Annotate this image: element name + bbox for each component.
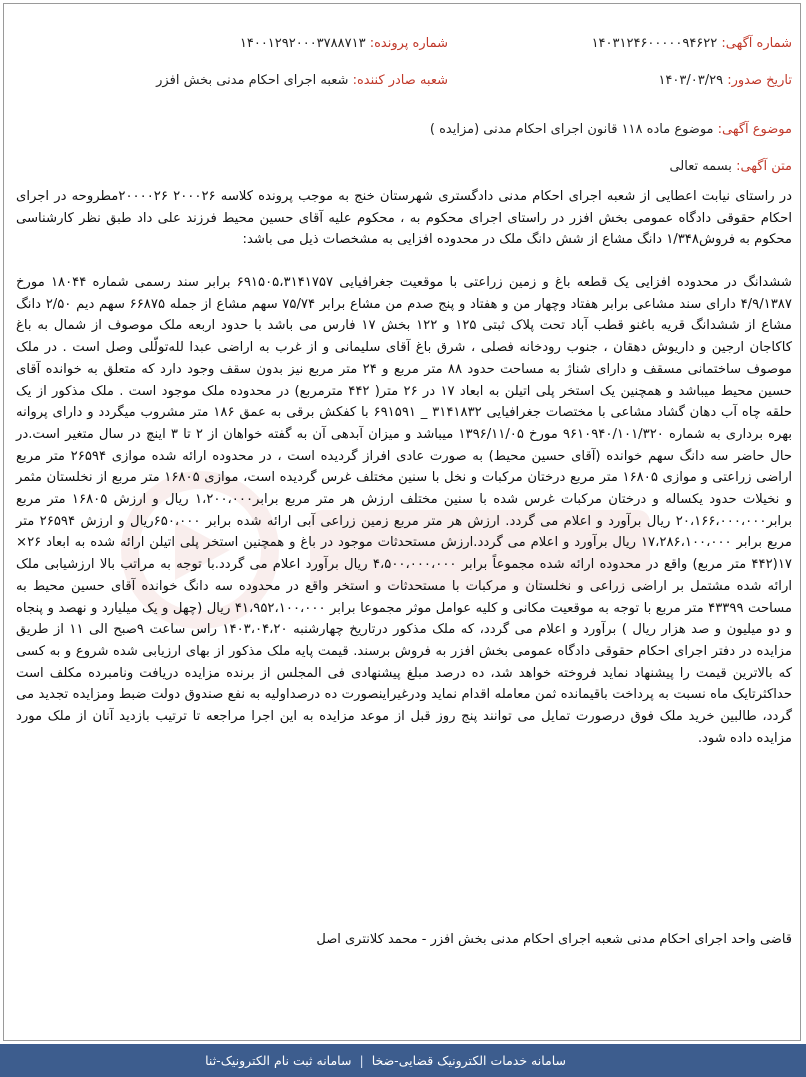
issue-date-value: ۱۴۰۳/۰۳/۲۹ [658, 73, 724, 88]
ad-text-heading [669, 159, 792, 174]
ad-text-value: بسمه تعالی [669, 159, 732, 174]
issue-date [658, 73, 792, 88]
ad-subject [430, 122, 792, 137]
footer-separator: | [359, 1053, 364, 1068]
ad-number-value: ۱۴۰۳۱۲۴۶۰۰۰۰۰۹۴۶۲۲ [591, 36, 718, 51]
ad-subject-label: موضوع آگهی: [717, 122, 792, 137]
paragraph-intro: در راستای نیابت اعطایی از شعبه اجرای احکام مدنی دادگستری شهرستان خنج به موجب پرونده کلاسه ۲۰۰۰۲۶ ۲۰۰۰۰۲۶مطروحه در اجرای احکام حقوقی دادگاه عمومی بخش افزر در راستای اجرای محکوم به ، محکوم علیه آقای حسین محیط فرزند علی داد طبق نظر کارشناسی محکوم به فروش۱/۳۴۸ دانگ مشاع از شش دانگ ملک در محدوده افزایی به مشخصات ذیل می باشد: [16, 189, 792, 248]
ad-number [592, 36, 792, 51]
footer-link-zakha[interactable]: سامانه خدمات الکترونیک قضایی-ضخا [371, 1053, 566, 1068]
paragraph-main: ششدانگ در محدوده افزایی یک قطعه باغ و زمین زراعتی با موقعیت جغرافیایی ۶۹۱۵۰۵،۳۱۴۱۷۵۷ برابر سند رسمی شماره ۱۸۰۴۴ مورخ ۴/۹/۱۳۸۷ دارای سند مشاعی برابر هفتاد وچهار من و هفتاد و پنج صدم من مشاع برابر ۷۵/۷۴ سهم مشاع از جمله ۶۶۸۷۵ سهم دیم ۲/۵۰ دانگ مشاع از ششدانگ قریه باغنو قطب آباد تحت پلاک ثبتی ۱۲۵ و ۱۲۲ بخش ۱۷ فارس می باشد با حدود اربعه ملک موصوف از شمال به باغ کاکاجان ارجین و داریوش دهقان ، جنوب رودخانه فصلی ، شرق باغ آقای سلیمانی و از غرب به اراضی عبدا لله‌تولّلی وصل است . در ملک موصوف ساختمانی مسقف و دارای شناژ به مساحت حدود ۸۸ متر مربع و ۲۴ متر مربع نیز بدون سقف وجود دارد که متعلق به خوانده آقای حسین محیط میباشد و همچنین یک استخر پلی اتیلن به ابعاد ۱۷ در ۲۶ متر( ۴۴۲ مترمربع) در محدوده ملک موجود است . ملک مذکور از یک حلقه چاه آب دهان گشاد مشاعی با مختصات جغرافیایی ۳۱۴۱۸۳۲ _ ۶۹۱۵۹۱ با کفکش برقی به عمق ۱۸۶ متر مشروب میگردد و دارای پروانه بهره برداری به شماره ۹۶۱۰۹۴۰/۱۰۱/۳۲۰ مورخ ۱۳۹۶/۱۱/۰۵ میباشد و میزان آبدهی آن به گفته خواهان از ۲ تا ۳ اینچ در سال متغیر است.در حال حاضر سه دانگ سهم خوانده (آقای حسین محیط) به صورت عادی افراز گردیده است ، در محدوده ارائه شده موازی ۲۶۵۹۴ متر مربع اراضی زراعتی و موازی ۱۶۸۰۵ متر مربع درختان مرکبات و نخل با سنین مختلف غرس گردیده است، موازی ۱۶۸۰۵ متر مربع از نخلستان مثمر و نخیلات حدود یکساله و درختان مرکبات غرس شده با سنین مختلف ارزش هر متر مربع برابر۱،۲۰۰،۰۰۰ ریال و ارزش ۱۶۸۰۵ متر مربع برابر۲۰،۱۶۶،۰۰۰،۰۰۰ ریال برآورد و اعلام می گردد. ارزش هر متر مربع زمین زراعی آبی ارائه شده برابر ۶۵۰،۰۰۰ریال و ارزش ۲۶۵۹۴ متر مربع برابر ۱۷،۲۸۶،۱۰۰،۰۰۰ ریال برآورد و اعلام می گردد.ارزش مستحدثات موجود در باغ و همچنین استخر پلی اتیلن ارائه شده به ابعاد ۲۶× ۱۷(۴۴۲ متر مربع) واقع در محدوده ارائه شده مجموعاً برابر ۴،۵۰۰،۰۰۰،۰۰۰ ریال برآورد اعلام می گردد.با توجه به مراتب بالا ارزشیابی ملک ارائه شده مشتمل بر اراضی زراعی و نخلستان و مرکبات با مستحدثات و استخر واقع در محدوده سه دانگ خوانده آقای حسین محیط به مساحت ۴۳۳۹۹ متر مربع با توجه به موقعیت مکانی و کلیه عوامل موثر مجموعا برابر ۴۱،۹۵۲،۱۰۰،۰۰۰ ریال (چهل و یک میلیارد و نهصد و پنجاه و دو میلیون و صد هزار ریال ) برآورد و اعلام می گردد، که ملک مذکور درتاریخ چهارشنبه ۱۴۰۳،۰۴،۲۰ راس ساعت ۹صبح الی ۱۱ از طریق مزایده در دفتر اجرای احکام حقوقی دادگاه عمومی بخش افزر به فروش برسند. قیمت پایه ملک مذکور از بهای ارزیابی شده شروع و به کسی که بالاترین قیمت را پیشنهاد نماید فروخته خواهد شد، ده درصد مبلغ پیشنهادی فی المجلس از برنده مزایده دریافت ونامبرده مکلف است حداکثرتایک ماه نسبت به پرداخت باقیمانده ثمن معامله اقدام نماید ودرغیراینصورت ده درصداولیه به نفع صندوق دولت ضبط ومزایده تجدید می گردد، طالبین خرید ملک فوق درصورت تمایل می توانند پنج روز قبل از موعد مزایده به این اجرا مراجعه تا ترتیب بازدید آنان از ملک مورد مزایده داده شود. [16, 275, 793, 746]
issuer-label: شعبه صادر کننده: [352, 73, 448, 88]
file-number [240, 36, 448, 51]
issuer [156, 73, 448, 88]
file-number-value: ۱۴۰۰۱۲۹۲۰۰۰۳۷۸۸۷۱۳ [239, 36, 366, 51]
footer-bar [0, 1044, 806, 1077]
issuer-value: شعبه اجرای احکام مدنی بخش افزر [156, 73, 349, 88]
ad-subject-value: موضوع ماده ۱۱۸ قانون اجرای احکام مدنی (مزایده ) [429, 122, 714, 137]
issue-date-label: تاریخ صدور: [727, 73, 792, 88]
footer-link-sana[interactable]: سامانه ثبت نام الکترونیک-ثنا [205, 1053, 352, 1068]
signature: قاضی واحد اجرای احکام مدنی شعبه اجرای احکام مدنی بخش افزر - محمد کلانتری اصل [316, 932, 792, 947]
file-number-label: شماره پرونده: [369, 36, 448, 51]
ad-text-label: متن آگهی: [736, 159, 792, 174]
ad-number-label: شماره آگهی: [721, 36, 792, 51]
